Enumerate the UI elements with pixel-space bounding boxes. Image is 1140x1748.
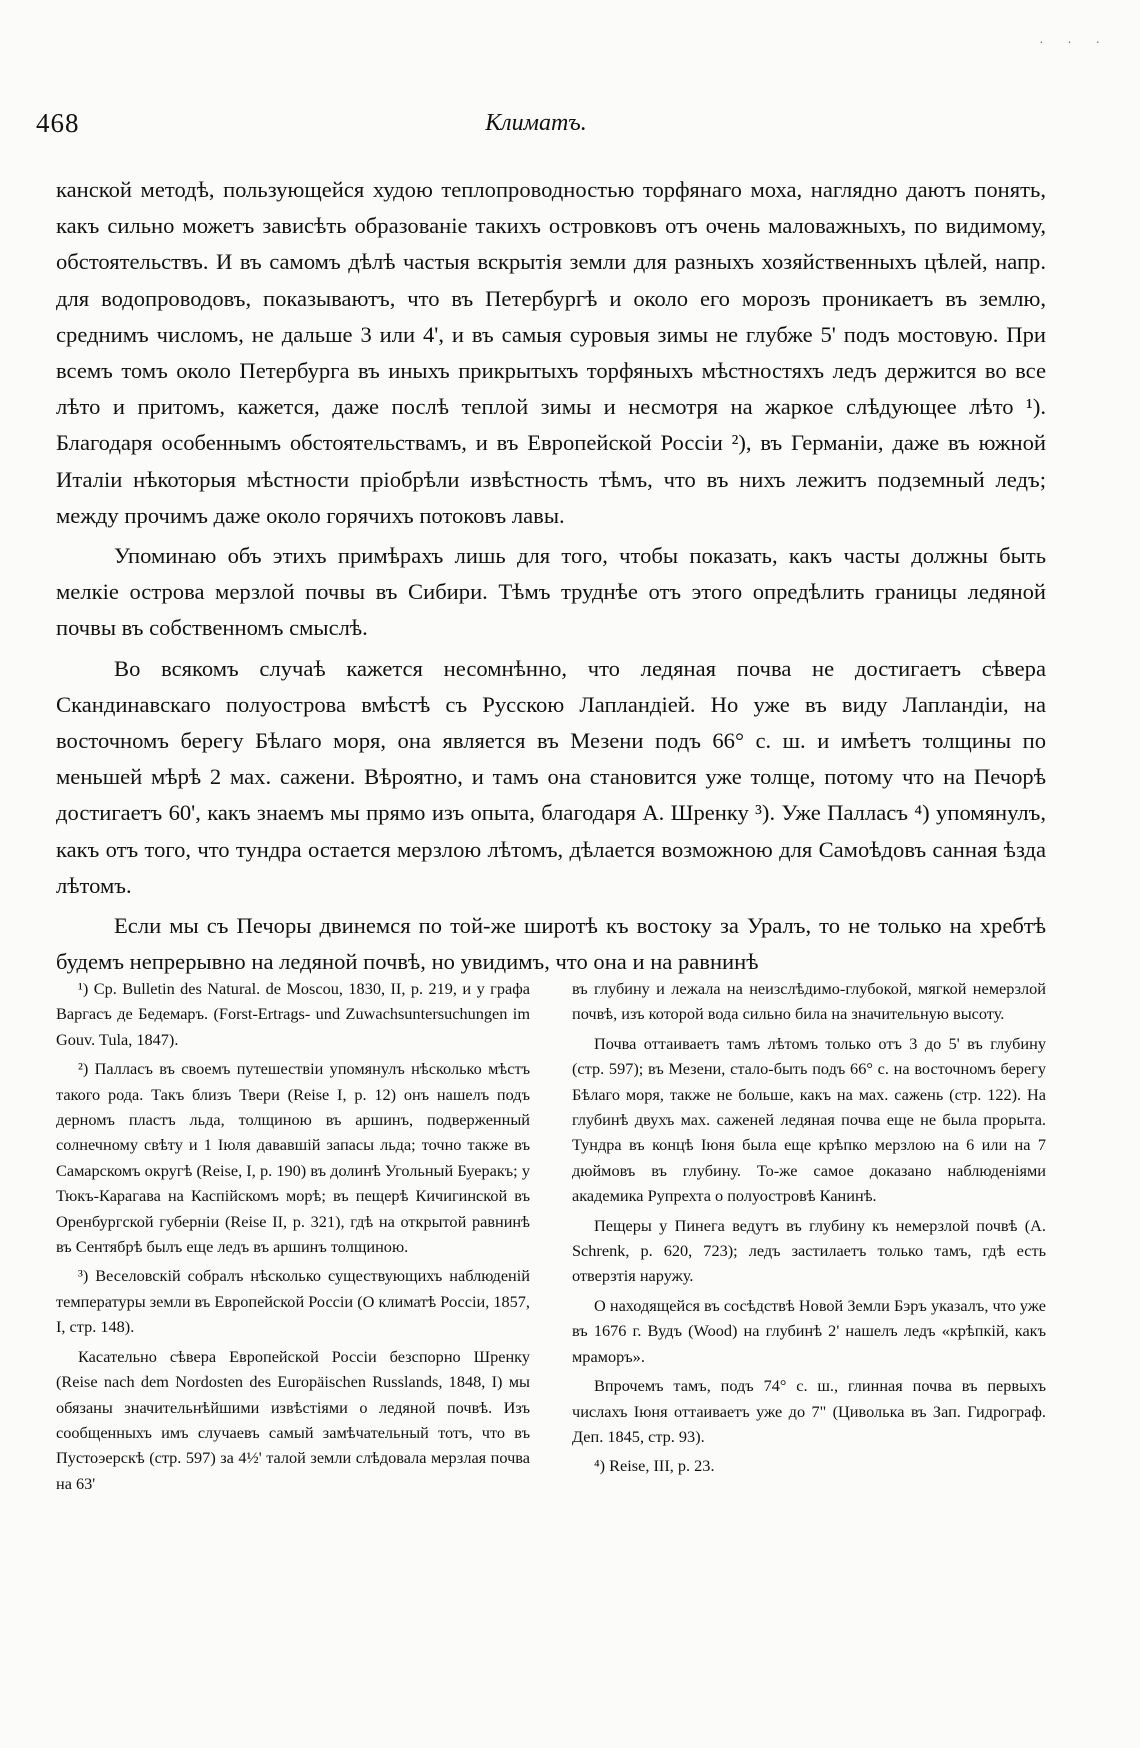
- page-header: [36, 108, 1036, 148]
- paragraph-2: Упоминаю объ этихъ примѣрахъ лишь для того, чтобы показать, какъ часты должны быть мелкіе острова мерзлой почвы въ Сибири. Тѣмъ труднѣе отъ этого опредѣлить границы ледяной почвы въ собственномъ смыслѣ.: [56, 543, 1046, 641]
- footnote-3-part-2: Почва оттаиваетъ тамъ лѣтомъ только отъ 3 до 5' въ глубину (стр. 597); въ Мезени, стало-быть подъ 66° с. на восточномъ берегу Бѣлаго моря, также не больше, какъ на мах. сажень (стр. 122). На глубинѣ двухъ мах. саженей ледяная почва еще не была прорыта. Тундра въ концѣ Іюня была еще крѣпко мерзлою на 6 или на 7 дюймовъ въ глубину. То-же самое доказано наблюденіями академика Рупрехта о полуостровѣ Канинѣ.: [572, 1033, 1046, 1206]
- scan-specks: · · ·: [1039, 36, 1110, 51]
- footnote-3-continued: Касательно сѣвера Европейской Россіи безспорно Шренку (Reise nach dem Nordosten des Europäischen Russlands, 1848, I) мы обязаны значительнѣйшими извѣстіями о ледяной почвѣ. Изъ сообщенныхъ имъ случаевъ самый замѣчательный тотъ, что въ Пустоэерскѣ (стр. 597) за 4½' талой земли слѣдовала мерзлая почва на 63': [56, 1346, 530, 1493]
- footnote-3-part-4: О находящейся въ сосѣдствѣ Новой Земли Бэръ указалъ, что уже въ 1676 г. Вудъ (Wood) на глубинѣ 2' нашелъ ледъ «крѣпкій, какъ мраморъ».: [572, 1295, 1046, 1366]
- footnote-3-part-5: Впрочемъ тамъ, подъ 74° с. ш., глинная почва въ первыхъ числахъ Іюня оттаиваетъ уже до 7" (Циволька въ Зап. Гидрограф. Деп. 1845, стр. 93).: [572, 1376, 1046, 1446]
- paragraph-1: канской методѣ, пользующейся худою теплопроводностью торфянаго моха, наглядно даютъ понять, какъ сильно можетъ зависѣть образованіе такихъ островковъ отъ очень маловажныхъ, по видимому, обстоятельствъ. И въ самомъ дѣлѣ частыя вскрытія земли для разныхъ хозяйственныхъ цѣлей, напр. для водопроводовъ, показываютъ, что въ Петербургѣ и около его морозъ проникаетъ въ землю, среднимъ числомъ, не дальше 3 или 4', и въ самыя суровыя зимы не глубже 5' подъ мостовую. При всемъ томъ около Петербурга въ иныхъ прикрытыхъ торфяныхъ мѣстностяхъ ледъ держится во все лѣто и притомъ, кажется, даже послѣ теплой зимы и несмотря на жаркое слѣдующее лѣто ¹). Благодаря особеннымъ обстоятельствамъ, и въ Европейской Россіи ²), въ Германіи, даже въ южной Италіи нѣкоторыя мѣстности пріобрѣли извѣстность тѣмъ, что въ нихъ лежитъ подземный ледъ; между прочимъ даже около горячихъ потоковъ лавы.: [56, 177, 1046, 528]
- footnote-continuation: въ глубину и лежала на неизслѣдимо-глубокой, мягкой немерзлой почвѣ, изъ которой вода сильно била на значительную высоту.: [572, 979, 1046, 1024]
- footnote-3-part-3: Пещеры у Пинега ведутъ въ глубину къ немерзлой почвѣ (A. Schrenk, p. 620, 723); ледъ застилаетъ только тамъ, гдѣ есть отверзтія наружу.: [572, 1215, 1046, 1286]
- footnote-4: ⁴) Reise, III, p. 23.: [594, 1456, 715, 1476]
- paragraph-4: Если мы съ Печоры двинемся по той-же широтѣ къ востоку за Уралъ, то не только на хребтѣ будемъ непрерывно на ледяной почвѣ, но увидимъ, что она и на равнинѣ: [56, 913, 1046, 975]
- main-text: [56, 172, 1046, 980]
- footnote-1: ¹) Cp. Bulletin des Natural. de Moscou, 1830, II, p. 219, и у графа Варгасъ де Бедемаръ. (Forst-Ertrags- und Zuwachsuntersuchungen im Gouv. Tula, 1847).: [56, 979, 530, 1049]
- footnote-2: ²) Палласъ въ своемъ путешествіи упомянулъ нѣсколько мѣстъ такого рода. Такъ близъ Твери (Reise I, p. 12) онъ нашелъ подъ дерномъ пластъ льда, толщиною въ аршинъ, подверженный солнечному свѣту и 1 Іюля дававшій запасы льда; точно также въ Самарскомъ округѣ (Reise, I, p. 190) въ долинѣ Угольный Буеракъ; у Тюкъ-Карагава на Каспійскомъ морѣ; въ пещерѣ Кичигинской въ Оренбургской губерніи (Reise II, p. 321), гдѣ на открытой равнинѣ въ Сентябрѣ былъ еще ледъ въ аршинъ толщиною.: [56, 1059, 530, 1257]
- paragraph-3: Во всякомъ случаѣ кажется несомнѣнно, что ледяная почва не достигаетъ сѣвера Скандинавскаго полуострова вмѣстѣ съ Русскою Лапландіей. Но уже въ виду Лапландіи, на восточномъ берегу Бѣлаго моря, она является въ Мезени подъ 66° с. ш. и имѣетъ толщины по меньшей мѣрѣ 2 мах. сажени. Вѣроятно, и тамъ она становится уже толще, потому что на Печорѣ достигаетъ 60', какъ знаемъ мы прямо изъ опыта, благодаря А. Шренку ³). Уже Палласъ ⁴) упомянулъ, какъ отъ того, что тундра остается мерзлою лѣтомъ, дѣлается возможною для Самоѣдовъ санная ѣзда лѣтомъ.: [56, 655, 1046, 898]
- page-number: 468: [36, 108, 80, 138]
- running-title: Климатъ.: [485, 110, 587, 136]
- footnotes-right-column: [572, 976, 1046, 1483]
- footnotes-left-column: [56, 976, 530, 1500]
- footnote-3: ³) Веселовскій собралъ нѣсколько существующихъ наблюденій температуры земли въ Европейской Россіи (О климатѣ Россіи, 1857, I, стр. 148).: [56, 1266, 530, 1337]
